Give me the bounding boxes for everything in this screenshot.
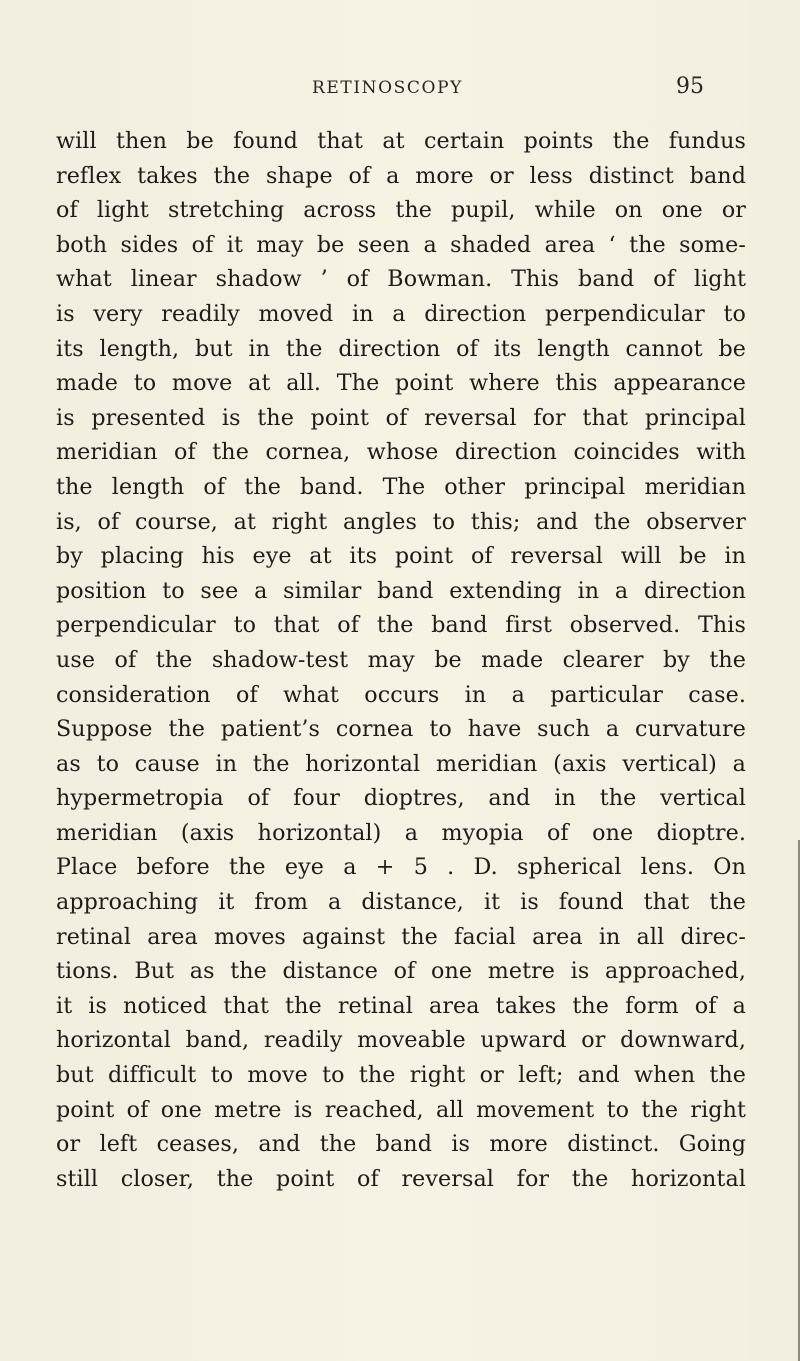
text-line: approaching it from a distance, it is found that the — [56, 889, 746, 916]
text-line: meridian of the cornea, whose direction coincides with — [56, 439, 746, 466]
text-line: hypermetropia of four dioptres, and in the vertical — [56, 785, 746, 812]
text-line: tions. But as the distance of one metre is approached, — [56, 958, 746, 985]
text-line: both sides of it may be seen a shaded area ‘ the some- — [56, 231, 746, 258]
text-line: will then be found that at certain points the fundus — [56, 128, 746, 154]
text-line: reflex takes the shape of a more or less distinct band — [56, 162, 746, 189]
text-line: still closer, the point of reversal for the horizontal — [56, 1165, 746, 1192]
text-line: Place before the eye a + 5 . D. spherical lens. On — [56, 854, 746, 881]
text-line: is very readily moved in a direction perpendicular to — [56, 300, 746, 327]
text-line: retinal area moves against the facial area in all direc- — [56, 923, 746, 950]
text-line: the length of the band. The other principal meridian — [56, 473, 746, 500]
text-line: its length, but in the direction of its length cannot be — [56, 335, 746, 362]
text-line: use of the shadow-test may be made clearer by the — [56, 646, 746, 673]
text-line: Suppose the patient’s cornea to have such a curvature — [56, 716, 746, 743]
text-line: made to move at all. The point where this appearance — [56, 370, 746, 397]
running-title: RETINOSCOPY — [312, 78, 463, 98]
running-head — [0, 74, 800, 104]
body-paragraph — [56, 124, 746, 1196]
text-line: perpendicular to that of the band first observed. This — [56, 612, 746, 639]
text-line: is presented is the point of reversal for that principal — [56, 404, 746, 431]
page-number: 95 — [676, 74, 704, 99]
text-line: horizontal band, readily moveable upward or downward, — [56, 1027, 746, 1054]
text-line: meridian (axis horizontal) a myopia of one dioptre. — [56, 819, 746, 846]
text-line: position to see a similar band extending in a direction — [56, 577, 746, 604]
text-line: consideration of what occurs in a particular case. — [56, 681, 746, 708]
text-line: or left ceases, and the band is more distinct. Going — [56, 1131, 746, 1158]
text-line: it is noticed that the retinal area takes the form of a — [56, 992, 746, 1019]
text-line: as to cause in the horizontal meridian (axis vertical) a — [56, 750, 746, 777]
text-line: but difficult to move to the right or left; and when the — [56, 1062, 746, 1089]
text-line: is, of course, at right angles to this; and the observer — [56, 508, 746, 535]
text-line: point of one metre is reached, all movement to the right — [56, 1096, 746, 1123]
text-line: by placing his eye at its point of reversal will be in — [56, 543, 746, 570]
text-line: what linear shadow ’ of Bowman. This band of light — [56, 266, 746, 293]
text-line: of light stretching across the pupil, while on one or — [56, 197, 746, 224]
